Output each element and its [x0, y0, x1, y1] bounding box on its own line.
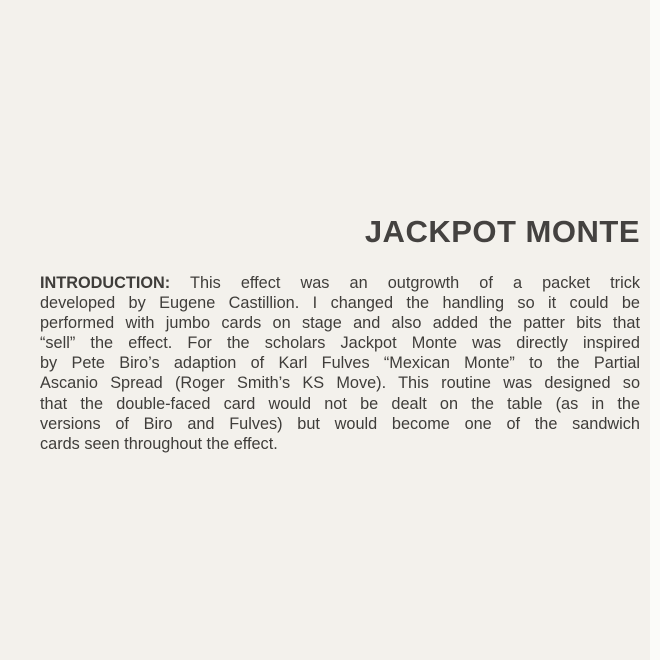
paragraph-line: developed by Eugene Castillion. I changed the handling so it could be — [40, 294, 640, 313]
paragraph-line: Ascanio Spread (Roger Smith’s KS Move). This routine was designed so — [40, 374, 640, 393]
line-text: This effect was an outgrowth of a packet trick — [170, 274, 640, 292]
paragraph-line: by Pete Biro’s adaption of Karl Fulves “Mexican Monte” to the Partial — [40, 354, 640, 373]
paragraph-line — [40, 273, 640, 293]
paragraph-line: performed with jumbo cards on stage and also added the patter bits that — [40, 314, 640, 333]
paragraph-line: “sell” the effect. For the scholars Jackpot Monte was directly inspired — [40, 334, 640, 353]
paragraph-line: cards seen throughout the effect. — [40, 434, 278, 453]
section-title: JACKPOT MONTE — [364, 214, 640, 249]
page-edge — [650, 0, 660, 660]
paragraph-line: that the double-faced card would not be dealt on the table (as in the — [40, 394, 640, 413]
introduction-paragraph — [40, 273, 640, 454]
paragraph-line: versions of Biro and Fulves) but would become one of the sandwich — [40, 414, 640, 433]
introduction-label: INTRODUCTION: — [40, 274, 171, 292]
